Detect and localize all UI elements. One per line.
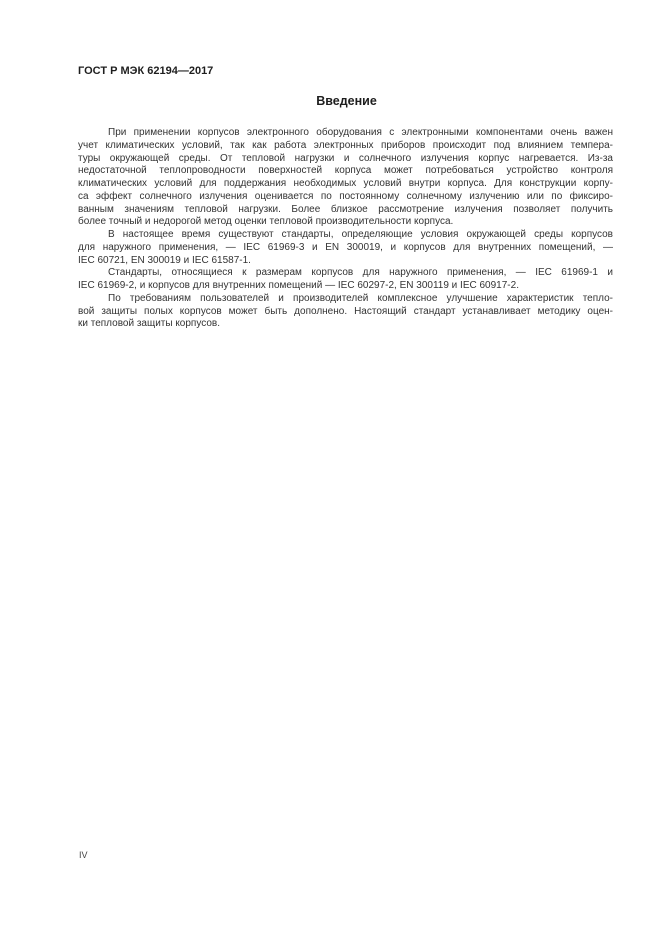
paragraph-3 (78, 267, 613, 293)
text-line: вой защиты полых корпусов может быть дополнено. Настоящий стандарт устанавливает методику оцен- (78, 305, 613, 317)
text-line: Стандарты, относящиеся к размерам корпусов для наружного применения, — IEC 61969-1 и (108, 267, 613, 279)
text-line: ки тепловой защиты корпусов. (78, 318, 221, 330)
text-line: В настоящее время существуют стандарты, определяющие условия окружающей среды корпусов (108, 229, 613, 240)
text-line: ванным значениям тепловой нагрузки. Более близкое рассмотрение излучения позволяет получить (78, 203, 613, 215)
text-line: са эффект солнечного излучения оценивается по постоянному солнечному излучению или по фиксиро- (78, 190, 613, 202)
page-number: IV (79, 850, 88, 860)
document-header-standard-id: ГОСТ Р МЭК 62194—2017 (78, 65, 214, 77)
document-body (78, 127, 613, 331)
paragraph-4 (78, 293, 613, 331)
section-title: Введение (316, 94, 377, 108)
text-line: учет климатических условий, так как работа электронных приборов происходит под влиянием темпера- (78, 139, 613, 151)
text-line: По требованиям пользователей и производителей комплексное улучшение характеристик тепло- (108, 292, 613, 304)
paragraph-1 (78, 127, 613, 229)
text-line: туры окружающей среды. От тепловой нагрузки и солнечного излучения корпус нагревается. Из-за (78, 152, 613, 164)
text-line: более точный и недорогой метод оценки тепловой производительности корпуса. (78, 216, 454, 228)
text-line: для наружного применения, — IEC 61969-3 и EN 300019, и корпусов для внутренних помещений, — (78, 241, 613, 253)
text-line: недостаточной теплопроводности поверхностей корпуса может потребоваться устройство контроля (78, 165, 613, 177)
text-line: При применении корпусов электронного оборудования с электронными компонентами очень важен (108, 127, 613, 138)
text-line: IEC 60721, EN 300019 и IEC 61587-1. (78, 254, 251, 266)
text-line: климатических условий для поддержания необходимых условий внутри корпуса. Для конструкции корпу- (78, 178, 613, 189)
paragraph-2 (78, 229, 613, 267)
text-line: IEC 61969-2, и корпусов для внутренних помещений — IEC 60297-2, EN 300119 и IEC 60917-2. (78, 280, 519, 291)
